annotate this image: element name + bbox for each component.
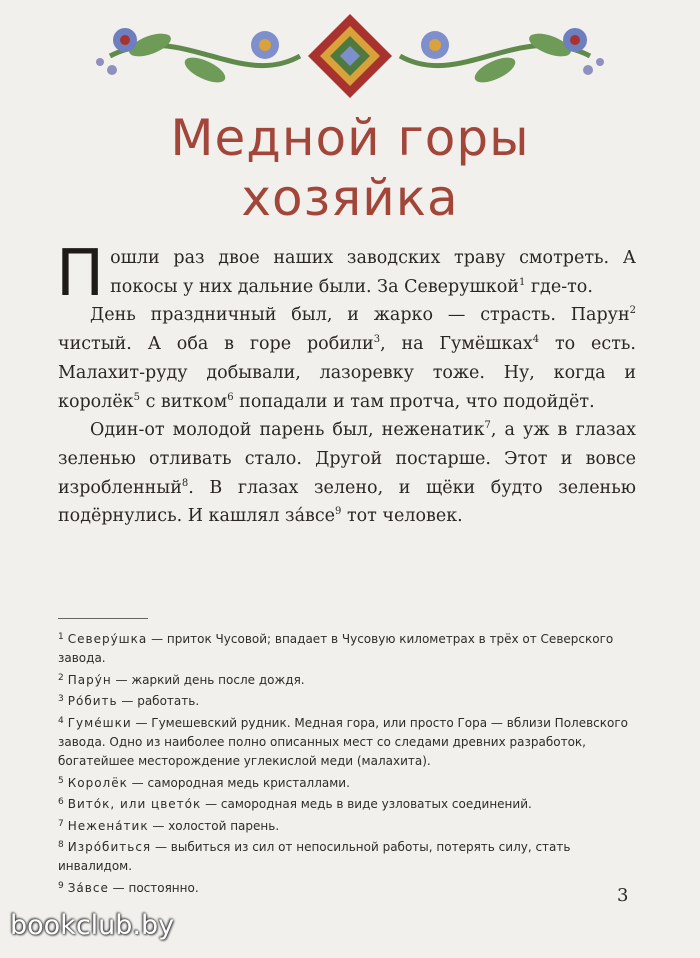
footnote-ref-4: 4	[532, 334, 540, 346]
footnote-number: 4	[58, 715, 64, 726]
footnote-text: — Гумешевский рудник. Медная гора, или просто Гора — вблизи Полевского завода. Одно из наиболее полно описанных мест со следами древних разработок, богатейшее месторождение углекислой меди (малахита).	[58, 715, 629, 769]
paragraph-2	[58, 301, 636, 416]
footnote-ref-5: 5	[133, 391, 140, 403]
footnote	[58, 793, 636, 814]
footnote-text: — постоянно.	[108, 880, 199, 895]
title-line-2: хозяйка	[241, 169, 459, 227]
paragraph-1	[56, 237, 636, 311]
p2-f: попадали и там протча, что подойдёт.	[233, 391, 595, 412]
footnote-term: Изро́биться	[67, 840, 152, 855]
footnotes	[58, 628, 636, 898]
footnote-term: Северу́шка	[67, 632, 148, 646]
decorative-ornament	[0, 0, 700, 120]
story-text	[56, 237, 637, 531]
footnote-number: 3	[58, 694, 64, 705]
p2-d: то есть. Малахит-руду добывали, лазоревку тоже. Ну, когда и королёк	[58, 334, 636, 412]
footnote-text: — самородная медь кристаллами.	[127, 775, 350, 790]
footnote-ref-6: 6	[227, 391, 234, 403]
footnote	[58, 772, 636, 793]
footnote-number: 6	[58, 797, 64, 808]
p3-b: , а уж в глазах зеленью отливать стало. Другой постарше. Этот и вовсе изробленный	[58, 420, 637, 498]
footnote-term: Ро́бить	[67, 694, 118, 709]
footnote-number: 8	[58, 840, 64, 851]
footnote-term: За́все	[67, 880, 109, 895]
footnote-ref-9: 9	[335, 506, 342, 518]
footnote-text: — работать.	[117, 694, 200, 709]
footnote	[58, 877, 636, 898]
footnote-ref-1: 1	[518, 276, 526, 288]
footnote-number: 7	[58, 818, 64, 829]
footnote-divider	[58, 618, 148, 619]
footnote-text: — приток Чусовой; впадает в Чусовую километрах в трёх от Северского завода.	[58, 632, 614, 666]
footnote-term: Нежена́тик	[67, 818, 149, 833]
p1-text: ошли раз двое наших заводских траву смотреть. А покосы у них дальние были. За Северушкой	[110, 248, 636, 297]
p3-c: . В глазах зелено, и щёки будто зеленью подёрнулись. И кашлял за́все	[58, 477, 636, 527]
footnote-ref-3: 3	[373, 334, 381, 346]
footnote-term: Гуме́шки	[67, 715, 132, 730]
footnote-term: Вито́к, или цвето́к	[67, 797, 202, 812]
paragraph-3	[58, 416, 636, 531]
p3-a: Один-от молодой парень был, неженатик	[90, 420, 485, 441]
footnote	[58, 628, 636, 669]
footnote-number: 9	[58, 880, 64, 891]
footnote-text: — самородная медь в виде узловатых соединений.	[201, 797, 532, 812]
footnote-number: 5	[58, 775, 64, 786]
p3-d: тот человек.	[341, 506, 463, 527]
page-title	[0, 108, 700, 228]
page-number: 3	[617, 885, 629, 906]
p2-a: День праздничный был, и жарко — страсть. Парун	[90, 305, 630, 326]
footnote-ref-8: 8	[181, 477, 189, 489]
footnote-number: 2	[58, 672, 64, 683]
footnote-term: Королёк	[67, 775, 128, 790]
title-line-1: Медной горы	[170, 109, 530, 167]
footnote-text: — жаркий день после дождя.	[111, 672, 305, 687]
footnote	[58, 836, 636, 877]
footnote-term: Пару́н	[67, 672, 112, 687]
footnote	[58, 815, 636, 836]
p2-b: чистый. А оба в горе робили	[58, 334, 374, 355]
p2-c: , на Гумёшках	[380, 334, 533, 355]
footnote	[58, 669, 636, 690]
p1-end: где-то.	[525, 276, 593, 297]
footnote-ref-7: 7	[484, 420, 491, 432]
footnote-ref-2: 2	[629, 305, 636, 317]
footnote	[58, 690, 636, 711]
footnote-text: — выбиться из сил от непосильной работы, потерять силу, стать инвалидом.	[58, 840, 571, 874]
p2-e: с витком	[140, 391, 228, 412]
watermark: bookclub.by	[10, 910, 175, 941]
footnote-text: — холостой парень.	[148, 818, 280, 833]
footnote	[58, 712, 636, 772]
drop-cap: П	[56, 237, 105, 311]
footnote-number: 1	[58, 632, 64, 642]
